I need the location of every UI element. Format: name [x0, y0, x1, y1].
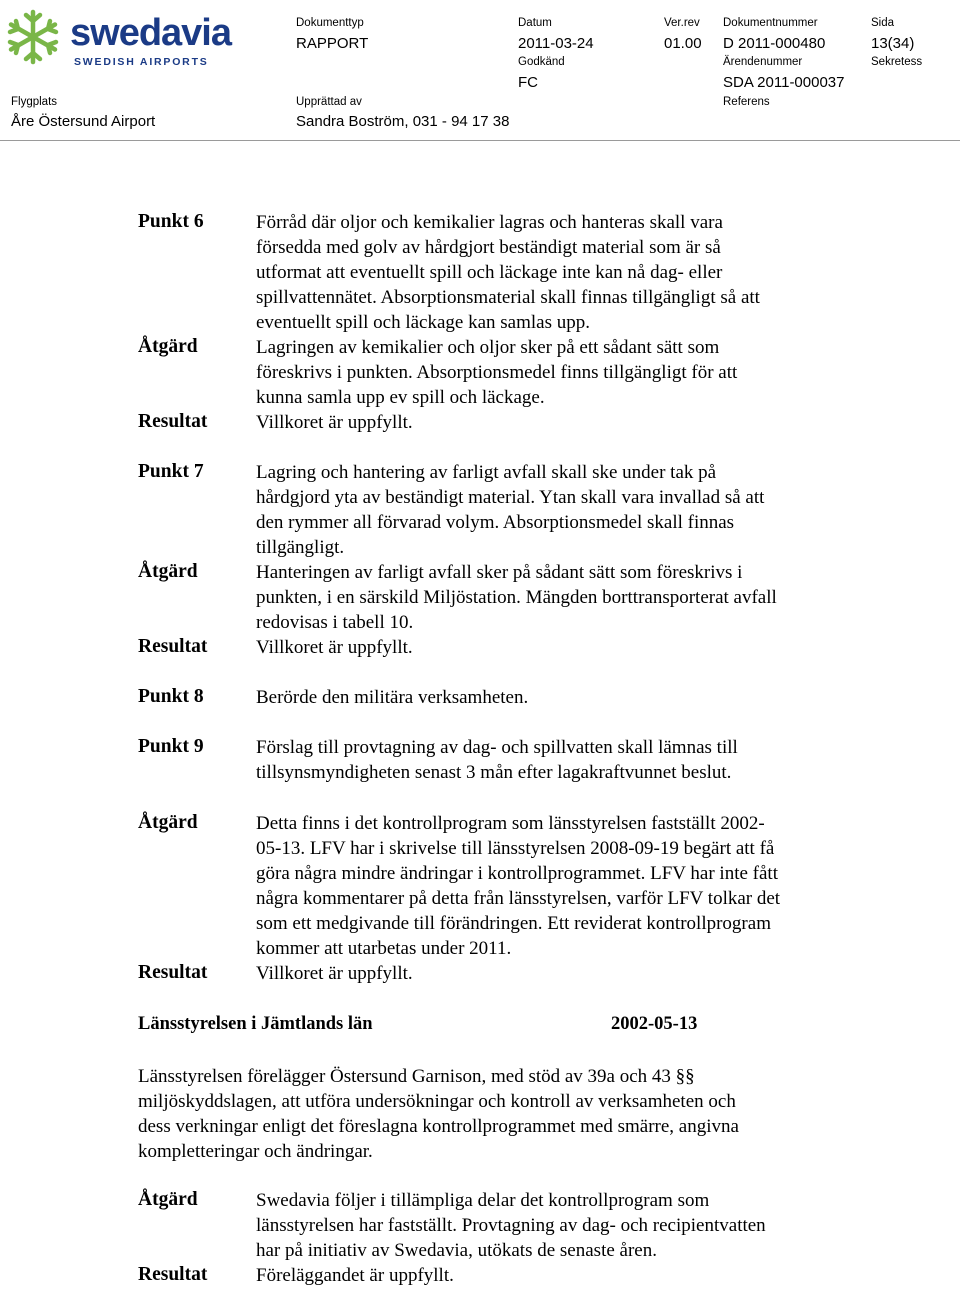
airport-value: Åre Östersund Airport — [11, 113, 156, 130]
body-text-line: som ett medgivande till förändringen. Ett reviderat kontrollprogram — [256, 913, 771, 934]
reference-label: Referens — [723, 96, 770, 108]
body-text-line: Lagring och hantering av farligt avfall skall ske under tak på — [256, 462, 717, 483]
paragraph-line: Länsstyrelsen förelägger Östersund Garnison, med stöd av 39a och 43 §§ — [138, 1066, 695, 1087]
case-number-value: SDA 2011-000037 — [723, 74, 845, 91]
section-date: 2002-05-13 — [611, 1014, 698, 1034]
body-text-line: 05-13. LFV har i skrivelse till länsstyrelsen 2008-09-19 begärt att få — [256, 838, 775, 859]
body-text-line: har på initiativ av Swedavia, utökats de senaste åren. — [256, 1240, 657, 1261]
body-text-line: hårdgjord yta av beständigt material. Ytan skall vara invallad så att — [256, 487, 765, 508]
action-label: Åtgärd — [138, 561, 198, 582]
body-text-line: utformat att eventuellt spill och läckage inte kan nå dag- eller — [256, 262, 723, 283]
action-label: Åtgärd — [138, 1189, 198, 1210]
body-text-line: göra några mindre ändringar i kontrollprogrammet. LFV har inte fått — [256, 863, 778, 884]
logo-tagline: SWEDISH AIRPORTS — [74, 56, 209, 68]
body-text-line: Detta finns i det kontrollprogram som länsstyrelsen fastställt 2002- — [256, 813, 765, 834]
body-text-line: kommer att utarbetas under 2011. — [256, 938, 512, 959]
action-label: Åtgärd — [138, 336, 198, 357]
body-text-line: tillsynsmyndigheten senast 3 mån efter lagakraftvunnet beslut. — [256, 762, 732, 783]
body-text-line: Villkoret är uppfyllt. — [256, 637, 413, 658]
section-heading: Länsstyrelsen i Jämtlands län — [138, 1014, 373, 1034]
body-text-line: Berörde den militära verksamheten. — [256, 687, 529, 708]
doc-number-value: D 2011-000480 — [723, 35, 826, 52]
date-value: 2011-03-24 — [518, 35, 594, 52]
point-label: Punkt 6 — [138, 211, 204, 232]
approved-value: FC — [518, 74, 538, 91]
body-text-line: punkten, i en särskild Miljöstation. Mängden borttransporterat avfall — [256, 587, 777, 608]
body-text-line: Villkoret är uppfyllt. — [256, 412, 413, 433]
author-value: Sandra Boström, 031 - 94 17 38 — [296, 113, 510, 130]
point-label: Punkt 9 — [138, 736, 204, 757]
body-text-line: Föreläggandet är uppfyllt. — [256, 1265, 454, 1286]
case-number-label: Ärendenummer — [723, 56, 803, 68]
rev-value: 01.00 — [664, 35, 702, 52]
result-label: Resultat — [138, 411, 208, 432]
snowflake-icon — [4, 8, 62, 66]
result-label: Resultat — [138, 636, 208, 657]
body-text-line: försedda med golv av hårdgjort beständigt material som är så — [256, 237, 721, 258]
action-label: Åtgärd — [138, 812, 198, 833]
paragraph-line: kompletteringar och ändringar. — [138, 1141, 373, 1162]
doc-number-label: Dokumentnummer — [723, 17, 818, 29]
body-text-line: Swedavia följer i tillämpliga delar det kontrollprogram som — [256, 1190, 710, 1211]
logo-brand: swedavia — [70, 12, 231, 54]
secrecy-label: Sekretess — [871, 56, 923, 68]
approved-label: Godkänd — [518, 56, 565, 68]
body-text-line: tillgängligt. — [256, 537, 345, 558]
point-label: Punkt 7 — [138, 461, 204, 482]
header-divider — [0, 140, 960, 141]
body-text-line: Lagringen av kemikalier och oljor sker på ett sådant sätt som — [256, 337, 720, 358]
point-label: Punkt 8 — [138, 686, 204, 707]
paragraph-line: dess verkningar enligt det föreslagna kontrollprogrammet med smärre, angivna — [138, 1116, 739, 1137]
body-text-line: Förslag till provtagning av dag- och spillvatten skall lämnas till — [256, 737, 738, 758]
body-text-line: redovisas i tabell 10. — [256, 612, 414, 633]
body-text-line: Förråd där oljor och kemikalier lagras och hanteras skall vara — [256, 212, 723, 233]
page-value: 13(34) — [871, 35, 915, 52]
airport-label: Flygplats — [11, 96, 58, 108]
body-text-line: den rymmer all förvarad volym. Absorptionsmedel skall finnas — [256, 512, 735, 533]
doc-type-value: RAPPORT — [296, 35, 369, 52]
body-text-line: kunna samla upp ev spill och läckage. — [256, 387, 545, 408]
doc-type-label: Dokumenttyp — [296, 17, 364, 29]
result-label: Resultat — [138, 1264, 208, 1285]
page-label: Sida — [871, 17, 895, 29]
paragraph-line: miljöskyddslagen, att utföra undersökningar och kontroll av verksamheten och — [138, 1091, 736, 1112]
result-label: Resultat — [138, 962, 208, 983]
body-text-line: spillvattennätet. Absorptionsmaterial skall finnas tillgängligt så att — [256, 287, 760, 308]
author-label: Upprättad av — [296, 96, 362, 108]
body-text-line: Villkoret är uppfyllt. — [256, 963, 413, 984]
body-text-line: några kommentarer på detta från länsstyrelsen, varför LFV tolkar det — [256, 888, 781, 909]
body-text-line: länsstyrelsen har fastställt. Provtagning av dag- och recipientvatten — [256, 1215, 766, 1236]
date-label: Datum — [518, 17, 552, 29]
rev-label: Ver.rev — [664, 17, 700, 29]
body-text-line: eventuellt spill och läckage kan samlas upp. — [256, 312, 590, 333]
swedavia-logo — [4, 6, 231, 68]
body-text-line: föreskrivs i punkten. Absorptionsmedel finns tillgängligt för att — [256, 362, 738, 383]
body-text-line: Hanteringen av farligt avfall sker på sådant sätt som föreskrivs i — [256, 562, 743, 583]
